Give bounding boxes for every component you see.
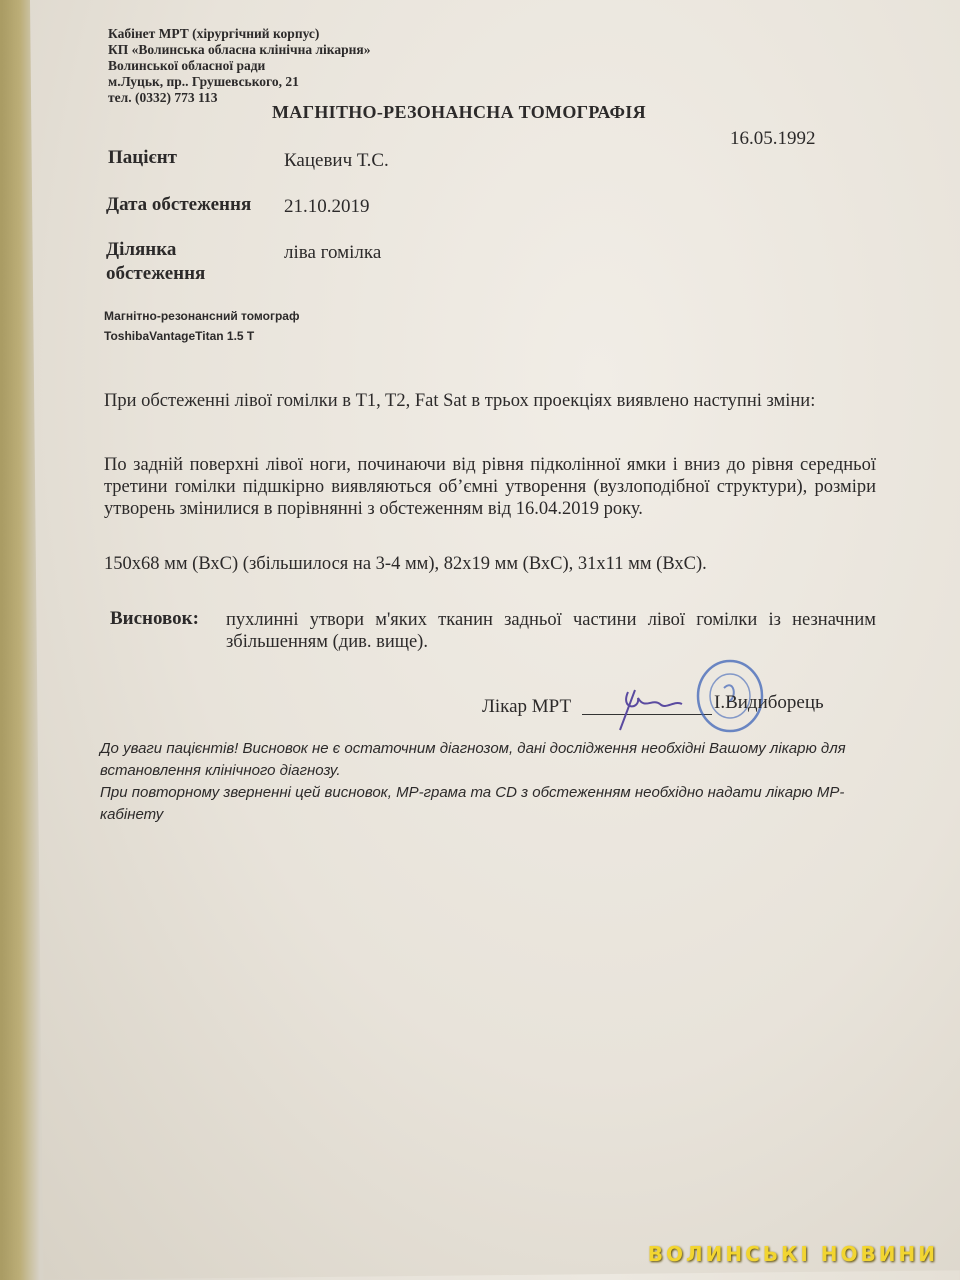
conclusion-label: Висновок: [110, 608, 199, 629]
patient-notice [100, 738, 890, 782]
conclusion-text: пухлинні утвори м'яких тканин задньої частини лівої гомілки із незначним збільшенням (див. вище). [226, 610, 876, 652]
header-line: м.Луцьк, пр.. Грушевського, 21 [108, 74, 299, 89]
notice-text: До уваги пацієнтів! Висновок не є остаточним діагнозом, дані дослідження необхідні Вашому лікарю для встановлення клінічного діагнозу. [100, 740, 846, 779]
clinic-header [108, 26, 370, 106]
patient-label: Пацієнт [108, 147, 177, 168]
notice-text: При повторному зверненні цей висновок, МР-грама та CD з обстеженням необхідно надати лікарю МР-кабінету [100, 784, 845, 823]
header-line: Волинської обласної ради [108, 58, 266, 73]
header-line: КП «Волинська обласна клінічна лікарня» [108, 42, 371, 57]
header-line: тел. (0332) 773 113 [108, 90, 218, 105]
exam-date-label: Дата обстеження [106, 194, 252, 215]
patient-value: Кацевич Т.С. [284, 150, 389, 171]
signature-role: Лікар МРТ [482, 696, 572, 717]
handwritten-signature [590, 680, 700, 740]
header-line: Кабінет МРТ (хірургічний корпус) [108, 26, 320, 41]
device-line: Магнітно-резонансний томограф [104, 309, 300, 323]
exam-date-value: 21.10.2019 [284, 196, 370, 217]
publisher-watermark: ВОЛИНСЬКІ НОВИНИ [647, 1242, 938, 1266]
device-info [104, 306, 299, 346]
birth-date: 16.05.1992 [730, 128, 816, 149]
document-title: МАГНІТНО-РЕЗОНАНСНА ТОМОГРАФІЯ [272, 102, 646, 122]
doctor-name: І.Видиборець [714, 692, 824, 713]
exam-area-value: ліва гомілка [284, 242, 382, 263]
findings-intro: При обстеженні лівої гомілки в T1, T2, Fat Sat в трьох проекціях виявлено наступні зміни: [104, 391, 816, 411]
findings-text: По задній поверхні лівої ноги, починаючи від рівня підколінної ямки і вниз до рівня середньої третини гомілки підшкірно виявляються об’ємні утворення (вузлоподібної структури), розміри утворень змінилися в порівнянні з обстеженням від 16.04.2019 року. [104, 455, 876, 519]
device-line: ToshibaVantageTitan 1.5 T [104, 329, 255, 343]
exam-area-label: Ділянка обстеження [106, 239, 206, 284]
repeat-visit-notice [100, 782, 890, 826]
findings-sizes: 150x68 мм (ВхС) (збільшилося на 3-4 мм), 82x19 мм (ВхС), 31x11 мм (ВхС). [104, 554, 707, 574]
